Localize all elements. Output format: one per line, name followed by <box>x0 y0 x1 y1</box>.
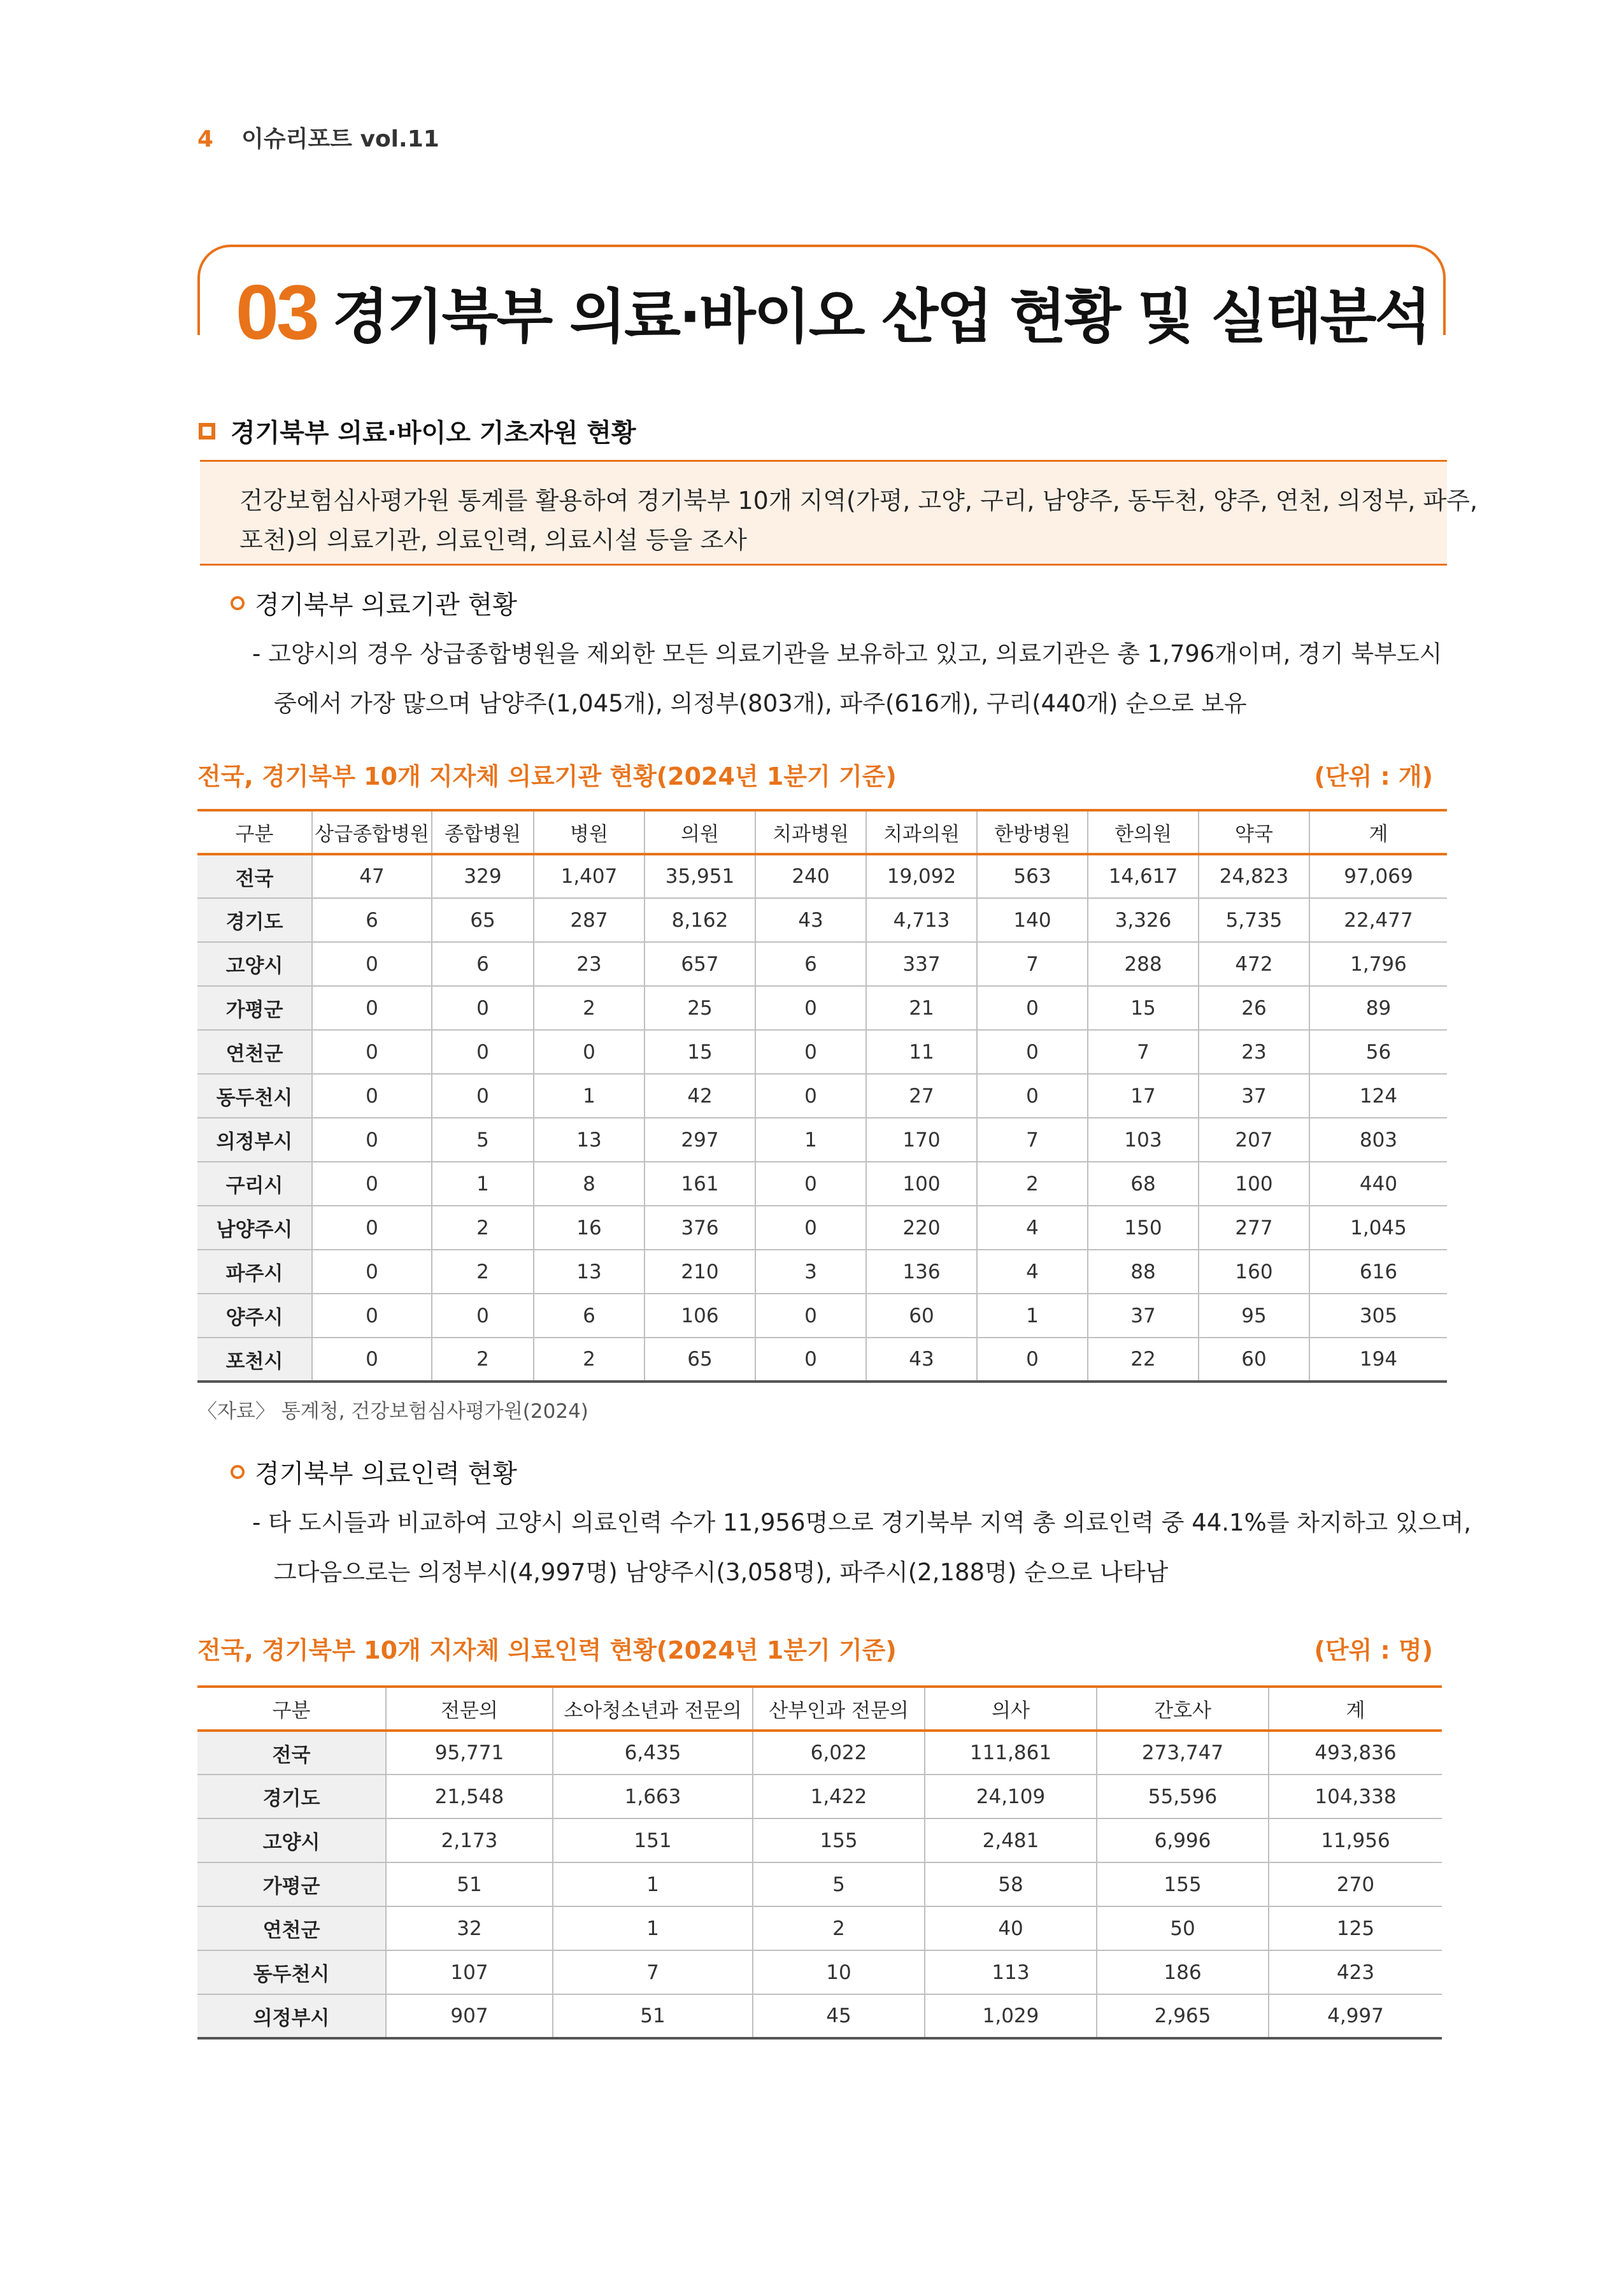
institutions-cell: 2 <box>432 1206 534 1250</box>
institutions-cell: 43 <box>755 898 866 942</box>
personnel-cell: 50 <box>1097 1906 1269 1950</box>
institutions-cell: 220 <box>866 1206 977 1250</box>
institutions-cell: 329 <box>432 854 534 898</box>
institutions-cell: 1,407 <box>534 854 645 898</box>
institutions-cell: 136 <box>866 1250 977 1294</box>
personnel-cell: 21,548 <box>386 1775 553 1818</box>
institutions-cell: 0 <box>312 1074 432 1118</box>
circle-bullet-icon <box>231 1465 245 1479</box>
institutions-column-header: 상급종합병원 <box>312 810 432 854</box>
institutions-table-row <box>197 1206 1447 1250</box>
institutions-cell: 65 <box>432 898 534 942</box>
page-number: 4 <box>197 126 214 152</box>
institutions-column-header: 한의원 <box>1088 810 1199 854</box>
personnel-cell: 4,997 <box>1269 1994 1442 2038</box>
institutions-cell: 0 <box>977 1338 1088 1382</box>
institutions-cell: 160 <box>1199 1250 1309 1294</box>
institutions-cell: 305 <box>1309 1294 1447 1338</box>
personnel-table-title: 전국, 경기북부 10개 지자체 의료인력 현황(2024년 1분기 기준) <box>197 1636 897 1664</box>
institutions-desc-line-2: 중에서 가장 많으며 남양주(1,045개), 의정부(803개), 파주(616개), 구리(440개) 순으로 보유 <box>274 690 1247 717</box>
institutions-cell: 60 <box>1199 1338 1309 1382</box>
institutions-cell: 3 <box>755 1250 866 1294</box>
institutions-cell: 23 <box>534 942 645 986</box>
institutions-cell: 42 <box>645 1074 755 1118</box>
institutions-cell: 4 <box>977 1206 1088 1250</box>
institutions-cell: 4 <box>977 1250 1088 1294</box>
institutions-cell: 563 <box>977 854 1088 898</box>
personnel-row-header: 고양시 <box>197 1818 386 1862</box>
institutions-cell: 240 <box>755 854 866 898</box>
personnel-cell: 58 <box>925 1862 1097 1906</box>
institutions-cell: 440 <box>1309 1162 1447 1206</box>
institutions-table-row <box>197 1250 1447 1294</box>
institutions-cell: 1 <box>432 1162 534 1206</box>
institutions-table-row <box>197 1338 1447 1382</box>
institutions-cell: 13 <box>534 1118 645 1162</box>
personnel-cell: 107 <box>386 1950 553 1994</box>
institutions-table-row <box>197 1118 1447 1162</box>
personnel-cell: 1 <box>553 1906 753 1950</box>
square-bullet-icon <box>199 423 215 439</box>
personnel-table-row <box>197 1731 1442 1775</box>
personnel-column-header: 계 <box>1269 1687 1442 1731</box>
personnel-cell: 493,836 <box>1269 1731 1442 1775</box>
institutions-row-header: 경기도 <box>197 898 312 942</box>
personnel-row-header: 경기도 <box>197 1775 386 1818</box>
institutions-cell: 0 <box>432 1294 534 1338</box>
section-heading <box>199 413 636 449</box>
institutions-cell: 22,477 <box>1309 898 1447 942</box>
institutions-cell: 25 <box>645 986 755 1030</box>
institutions-cell: 0 <box>977 1030 1088 1074</box>
institutions-cell: 337 <box>866 942 977 986</box>
institutions-cell: 103 <box>1088 1118 1199 1162</box>
personnel-row-header: 가평군 <box>197 1862 386 1906</box>
personnel-cell: 1,029 <box>925 1994 1097 2038</box>
institutions-table-row <box>197 1030 1447 1074</box>
personnel-cell: 2,965 <box>1097 1994 1269 2038</box>
personnel-bullet <box>231 1454 517 1490</box>
institutions-table-row <box>197 854 1447 898</box>
personnel-cell: 1,663 <box>553 1775 753 1818</box>
personnel-cell: 155 <box>753 1818 925 1862</box>
personnel-cell: 10 <box>753 1950 925 1994</box>
personnel-cell: 155 <box>1097 1862 1269 1906</box>
institutions-cell: 2 <box>534 1338 645 1382</box>
personnel-cell: 51 <box>386 1862 553 1906</box>
institutions-cell: 19,092 <box>866 854 977 898</box>
publication-name: 이슈리포트 vol.11 <box>241 126 439 152</box>
personnel-cell: 423 <box>1269 1950 1442 1994</box>
institutions-cell: 297 <box>645 1118 755 1162</box>
institutions-cell: 472 <box>1199 942 1309 986</box>
personnel-cell: 151 <box>553 1818 753 1862</box>
institutions-column-header: 치과의원 <box>866 810 977 854</box>
institutions-cell: 43 <box>866 1338 977 1382</box>
personnel-cell: 1 <box>553 1862 753 1906</box>
institutions-column-header: 한방병원 <box>977 810 1088 854</box>
personnel-cell: 125 <box>1269 1906 1442 1950</box>
institutions-cell: 0 <box>977 1074 1088 1118</box>
institutions-cell: 11 <box>866 1030 977 1074</box>
personnel-table-row <box>197 1775 1442 1818</box>
personnel-row-header: 의정부시 <box>197 1994 386 2038</box>
institutions-heading: 경기북부 의료기관 현황 <box>255 590 517 620</box>
summary-box <box>200 460 1478 566</box>
institutions-cell: 0 <box>432 1074 534 1118</box>
personnel-cell: 111,861 <box>925 1731 1097 1775</box>
institutions-cell: 277 <box>1199 1206 1309 1250</box>
personnel-table-row <box>197 1818 1442 1862</box>
institutions-cell: 657 <box>645 942 755 986</box>
institutions-cell: 616 <box>1309 1250 1447 1294</box>
institutions-cell: 14,617 <box>1088 854 1199 898</box>
chapter-number: 03 <box>236 269 317 355</box>
institutions-cell: 0 <box>312 942 432 986</box>
running-header <box>197 121 439 154</box>
institutions-cell: 8 <box>534 1162 645 1206</box>
personnel-cell: 2 <box>753 1906 925 1950</box>
institutions-cell: 0 <box>312 1338 432 1382</box>
institutions-table-row <box>197 1162 1447 1206</box>
section-title: 경기북부 의료·바이오 기초자원 현황 <box>231 418 636 448</box>
institutions-cell: 194 <box>1309 1338 1447 1382</box>
institutions-column-header: 구분 <box>197 810 312 854</box>
personnel-cell: 55,596 <box>1097 1775 1269 1818</box>
institutions-column-header: 치과병원 <box>755 810 866 854</box>
personnel-cell: 186 <box>1097 1950 1269 1994</box>
institutions-table <box>197 809 1447 1383</box>
institutions-row-header: 동두천시 <box>197 1074 312 1118</box>
institutions-cell: 7 <box>977 1118 1088 1162</box>
institutions-cell: 0 <box>312 1118 432 1162</box>
institutions-row-header: 전국 <box>197 854 312 898</box>
institutions-cell: 37 <box>1088 1294 1199 1338</box>
institutions-cell: 16 <box>534 1206 645 1250</box>
personnel-column-header: 구분 <box>197 1687 386 1731</box>
institutions-cell: 0 <box>755 1074 866 1118</box>
personnel-column-header: 의사 <box>925 1687 1097 1731</box>
institutions-cell: 21 <box>866 986 977 1030</box>
institutions-cell: 37 <box>1199 1074 1309 1118</box>
institutions-cell: 0 <box>432 1030 534 1074</box>
institutions-cell: 0 <box>977 986 1088 1030</box>
personnel-desc-line-2: 그다음으로는 의정부시(4,997명) 남양주시(3,058명), 파주시(2,188명) 순으로 나타남 <box>274 1559 1169 1586</box>
institutions-cell: 124 <box>1309 1074 1447 1118</box>
institutions-table-row <box>197 1294 1447 1338</box>
personnel-column-header: 산부인과 전문의 <box>753 1687 925 1731</box>
personnel-desc-line-1: - 타 도시들과 비교하여 고양시 의료인력 수가 11,956명으로 경기북부 지역 총 의료인력 중 44.1%를 차지하고 있으며, <box>252 1509 1471 1536</box>
institutions-cell: 5,735 <box>1199 898 1309 942</box>
institutions-cell: 97,069 <box>1309 854 1447 898</box>
institutions-cell: 161 <box>645 1162 755 1206</box>
chapter-heading: 경기북부 의료·바이오 산업 현황 및 실태분석 <box>332 283 1430 351</box>
institutions-cell: 288 <box>1088 942 1199 986</box>
institutions-column-header: 계 <box>1309 810 1447 854</box>
institutions-cell: 140 <box>977 898 1088 942</box>
personnel-cell: 2,481 <box>925 1818 1097 1862</box>
summary-line-2: 포천)의 의료기관, 의료인력, 의료시설 등을 조사 <box>239 526 747 554</box>
personnel-row-header: 동두천시 <box>197 1950 386 1994</box>
institutions-row-header: 구리시 <box>197 1162 312 1206</box>
personnel-row-header: 연천군 <box>197 1906 386 1950</box>
personnel-cell: 11,956 <box>1269 1818 1442 1862</box>
institutions-cell: 0 <box>534 1030 645 1074</box>
institutions-cell: 8,162 <box>645 898 755 942</box>
institutions-cell: 100 <box>866 1162 977 1206</box>
institutions-description <box>252 629 1449 729</box>
institutions-cell: 68 <box>1088 1162 1199 1206</box>
institutions-table-row <box>197 898 1447 942</box>
institutions-cell: 0 <box>312 1030 432 1074</box>
institutions-cell: 26 <box>1199 986 1309 1030</box>
institutions-cell: 89 <box>1309 986 1447 1030</box>
personnel-cell: 40 <box>925 1906 1097 1950</box>
institutions-row-header: 포천시 <box>197 1338 312 1382</box>
personnel-cell: 32 <box>386 1906 553 1950</box>
personnel-table-row <box>197 1862 1442 1906</box>
institutions-cell: 0 <box>312 1206 432 1250</box>
institutions-cell: 15 <box>1088 986 1199 1030</box>
institutions-column-header: 약국 <box>1199 810 1309 854</box>
personnel-column-header: 소아청소년과 전문의 <box>553 1687 753 1731</box>
personnel-row-header: 전국 <box>197 1731 386 1775</box>
institutions-row-header: 의정부시 <box>197 1118 312 1162</box>
circle-bullet-icon <box>231 596 245 610</box>
institutions-cell: 47 <box>312 854 432 898</box>
institutions-cell: 803 <box>1309 1118 1447 1162</box>
institutions-row-header: 양주시 <box>197 1294 312 1338</box>
personnel-column-header: 전문의 <box>386 1687 553 1731</box>
institutions-cell: 100 <box>1199 1162 1309 1206</box>
institutions-cell: 7 <box>977 942 1088 986</box>
institutions-cell: 35,951 <box>645 854 755 898</box>
institutions-cell: 0 <box>432 986 534 1030</box>
personnel-cell: 95,771 <box>386 1731 553 1775</box>
institutions-cell: 4,713 <box>866 898 977 942</box>
institutions-cell: 15 <box>645 1030 755 1074</box>
personnel-cell: 2,173 <box>386 1818 553 1862</box>
institutions-cell: 2 <box>432 1250 534 1294</box>
personnel-cell: 907 <box>386 1994 553 2038</box>
institutions-cell: 6 <box>755 942 866 986</box>
personnel-description <box>252 1498 1471 1597</box>
institutions-desc-line-1: - 고양시의 경우 상급종합병원을 제외한 모든 의료기관을 보유하고 있고, 의료기관은 총 1,796개이며, 경기 북부도시 <box>252 640 1442 668</box>
institutions-table-row <box>197 1074 1447 1118</box>
institutions-cell: 0 <box>312 1294 432 1338</box>
personnel-cell: 24,109 <box>925 1775 1097 1818</box>
institutions-table-title: 전국, 경기북부 10개 지자체 의료기관 현황(2024년 1분기 기준) <box>197 762 897 790</box>
institutions-cell: 1 <box>755 1118 866 1162</box>
institutions-cell: 88 <box>1088 1250 1199 1294</box>
personnel-cell: 270 <box>1269 1862 1442 1906</box>
personnel-cell: 6,022 <box>753 1731 925 1775</box>
chapter-title <box>236 268 1430 357</box>
institutions-cell: 6 <box>432 942 534 986</box>
personnel-cell: 45 <box>753 1994 925 2038</box>
personnel-table-unit: (단위 : 명) <box>1314 1636 1433 1664</box>
personnel-column-header: 간호사 <box>1097 1687 1269 1731</box>
personnel-cell: 104,338 <box>1269 1775 1442 1818</box>
institutions-cell: 0 <box>312 1250 432 1294</box>
institutions-cell: 95 <box>1199 1294 1309 1338</box>
institutions-cell: 170 <box>866 1118 977 1162</box>
institutions-cell: 17 <box>1088 1074 1199 1118</box>
institutions-row-header: 가평군 <box>197 986 312 1030</box>
institutions-cell: 3,326 <box>1088 898 1199 942</box>
institutions-cell: 1 <box>977 1294 1088 1338</box>
institutions-cell: 7 <box>1088 1030 1199 1074</box>
institutions-cell: 0 <box>755 1162 866 1206</box>
institutions-row-header: 남양주시 <box>197 1206 312 1250</box>
institutions-column-header: 종합병원 <box>432 810 534 854</box>
personnel-heading: 경기북부 의료인력 현황 <box>255 1459 517 1489</box>
institutions-cell: 23 <box>1199 1030 1309 1074</box>
institutions-cell: 210 <box>645 1250 755 1294</box>
institutions-cell: 0 <box>755 1206 866 1250</box>
personnel-cell: 6,435 <box>553 1731 753 1775</box>
personnel-table-row <box>197 1906 1442 1950</box>
personnel-table <box>197 1685 1442 2039</box>
institutions-cell: 0 <box>755 1030 866 1074</box>
institutions-table-row <box>197 986 1447 1030</box>
institutions-cell: 0 <box>755 1294 866 1338</box>
summary-line-1: 건강보험심사평가원 통계를 활용하여 경기북부 10개 지역(가평, 고양, 구리, 남양주, 동두천, 양주, 연천, 의정부, 파주, <box>239 487 1478 515</box>
personnel-cell: 273,747 <box>1097 1731 1269 1775</box>
personnel-table-row <box>197 1994 1442 2038</box>
institutions-table-source: 〈자료〉 통계청, 건강보험심사평가원(2024) <box>197 1400 588 1423</box>
institutions-row-header: 고양시 <box>197 942 312 986</box>
institutions-cell: 287 <box>534 898 645 942</box>
institutions-cell: 2 <box>432 1338 534 1382</box>
institutions-cell: 6 <box>534 1294 645 1338</box>
institutions-cell: 207 <box>1199 1118 1309 1162</box>
institutions-row-header: 연천군 <box>197 1030 312 1074</box>
institutions-cell: 24,823 <box>1199 854 1309 898</box>
personnel-cell: 7 <box>553 1950 753 1994</box>
personnel-cell: 6,996 <box>1097 1818 1269 1862</box>
institutions-cell: 0 <box>755 986 866 1030</box>
institutions-cell: 6 <box>312 898 432 942</box>
institutions-cell: 22 <box>1088 1338 1199 1382</box>
personnel-cell: 1,422 <box>753 1775 925 1818</box>
institutions-table-row <box>197 942 1447 986</box>
institutions-column-header: 병원 <box>534 810 645 854</box>
institutions-cell: 0 <box>755 1338 866 1382</box>
personnel-cell: 51 <box>553 1994 753 2038</box>
institutions-bullet <box>231 585 517 621</box>
institutions-cell: 1 <box>534 1074 645 1118</box>
institutions-cell: 1,045 <box>1309 1206 1447 1250</box>
institutions-cell: 1,796 <box>1309 942 1447 986</box>
institutions-cell: 60 <box>866 1294 977 1338</box>
institutions-cell: 5 <box>432 1118 534 1162</box>
institutions-cell: 150 <box>1088 1206 1199 1250</box>
institutions-cell: 376 <box>645 1206 755 1250</box>
institutions-column-header: 의원 <box>645 810 755 854</box>
personnel-cell: 5 <box>753 1862 925 1906</box>
institutions-cell: 27 <box>866 1074 977 1118</box>
institutions-cell: 65 <box>645 1338 755 1382</box>
institutions-cell: 13 <box>534 1250 645 1294</box>
institutions-row-header: 파주시 <box>197 1250 312 1294</box>
personnel-table-row <box>197 1950 1442 1994</box>
institutions-cell: 2 <box>534 986 645 1030</box>
institutions-table-unit: (단위 : 개) <box>1314 762 1433 790</box>
institutions-cell: 106 <box>645 1294 755 1338</box>
institutions-cell: 0 <box>312 1162 432 1206</box>
institutions-cell: 56 <box>1309 1030 1447 1074</box>
institutions-cell: 2 <box>977 1162 1088 1206</box>
institutions-cell: 0 <box>312 986 432 1030</box>
personnel-cell: 113 <box>925 1950 1097 1994</box>
